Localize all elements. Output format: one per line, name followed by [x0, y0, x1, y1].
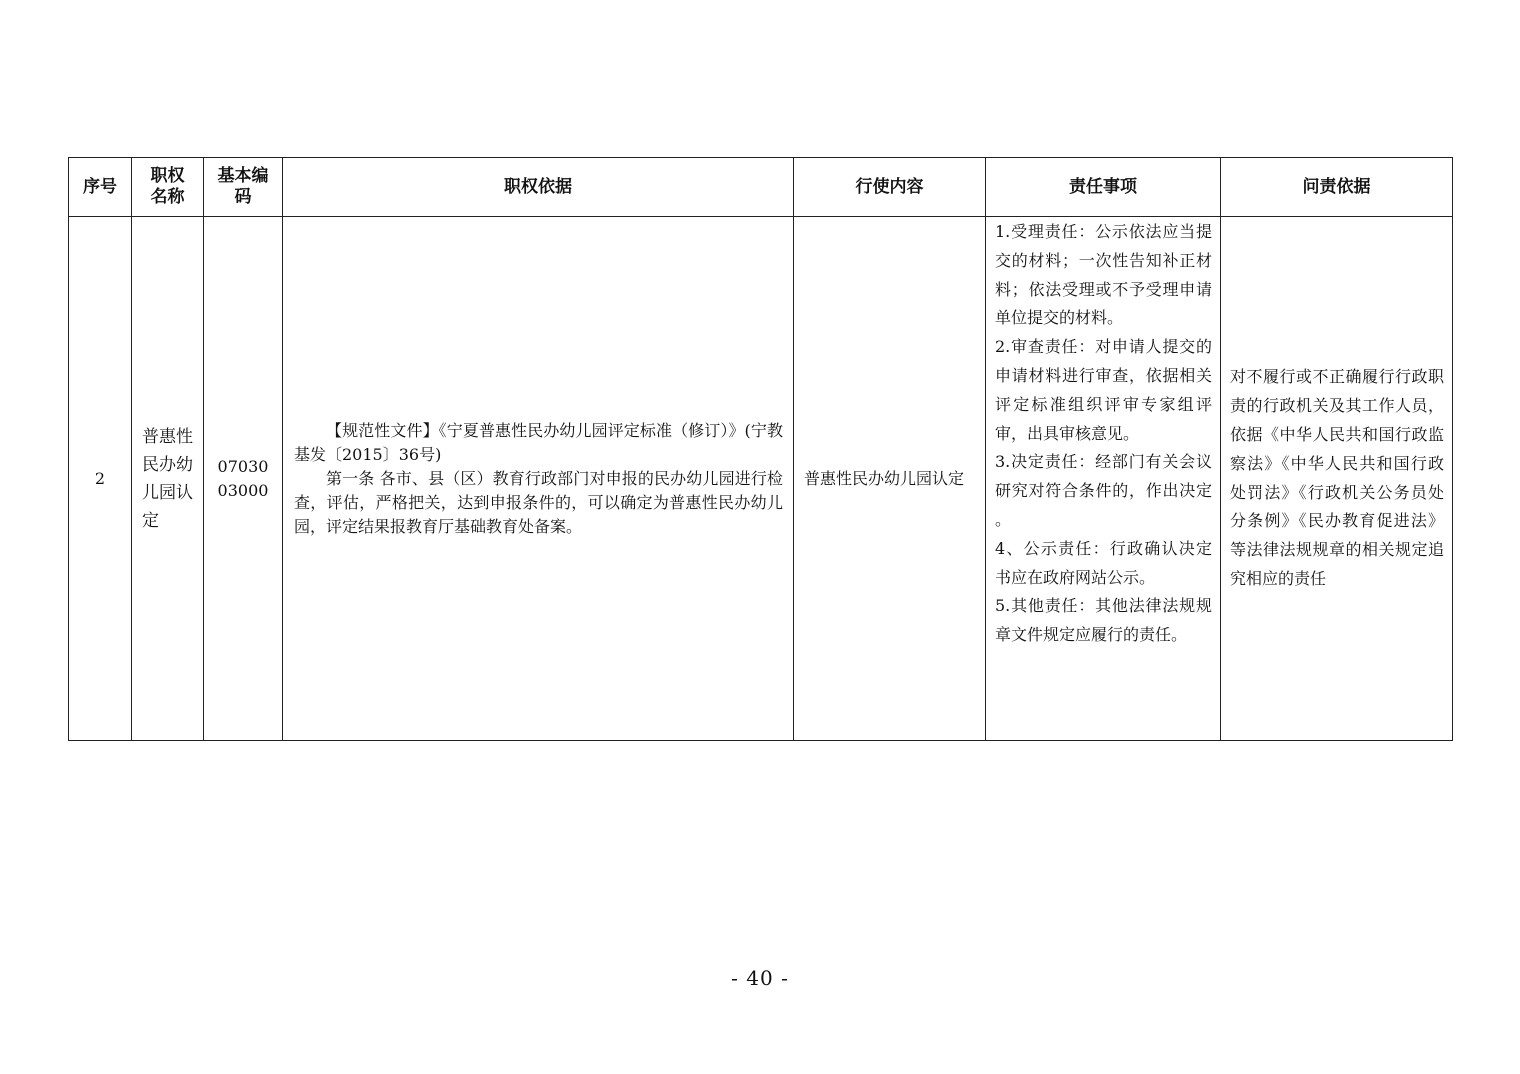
- header-content: 行使内容: [794, 158, 986, 217]
- page-number: - 40 -: [731, 966, 789, 990]
- code-line-2: 03000: [217, 480, 269, 500]
- cell-code: [204, 217, 283, 741]
- header-seq: 序号: [69, 158, 132, 217]
- duty-item-5: 5.其他责任：其他法律法规规章文件规定应履行的责任。: [995, 596, 1212, 645]
- duty-item-1: 1.受理责任：公示依法应当提交的材料；一次性告知补正材料；依法受理或不予受理申请单位提交的材料。: [995, 222, 1212, 328]
- cell-name: 普惠性民办幼儿园认定: [132, 217, 204, 741]
- header-code: 基本编码: [204, 158, 283, 217]
- basis-paragraph-1: 【规范性文件】《宁夏普惠性民办幼儿园评定标准（修订）》(宁教基发〔2015〕36号): [294, 420, 783, 464]
- code-line-1: 07030: [217, 456, 269, 476]
- header-accountability: 问责依据: [1221, 158, 1453, 217]
- duty-item-4: 4、公示责任：行政确认决定书应在政府网站公示。: [995, 538, 1212, 587]
- header-name: 职权名称: [132, 158, 204, 217]
- cell-accountability: 对不履行或不正确履行行政职责的行政机关及其工作人员，依据《中华人民共和国行政监察法》《中华人民共和国行政处罚法》《行政机关公务员处分条例》《民办教育促进法》等法律法规规章的相关规定追究相应的责任: [1221, 217, 1453, 741]
- cell-seq: 2: [69, 217, 132, 741]
- cell-basis: [283, 217, 794, 741]
- table-header-row: [69, 158, 1453, 217]
- cell-duty: [986, 217, 1221, 741]
- basis-paragraph-2: 第一条 各市、县（区）教育行政部门对申报的民办幼儿园进行检查，评估，严格把关，达到申报条件的，可以确定为普惠性民办幼儿园，评定结果报教育厅基础教育处备案。: [294, 468, 783, 536]
- authority-table: [68, 157, 1453, 741]
- duty-item-3: 3.决定责任：经部门有关会议研究对符合条件的，作出决定 。: [995, 452, 1212, 529]
- duty-item-2: 2.审查责任：对申请人提交的申请材料进行审查，依据相关评定标准组织评审专家组评审，出具审核意见。: [995, 337, 1212, 443]
- table-row: [69, 217, 1453, 741]
- cell-content: 普惠性民办幼儿园认定: [794, 217, 986, 741]
- header-duty: 责任事项: [986, 158, 1221, 217]
- header-basis: 职权依据: [283, 158, 794, 217]
